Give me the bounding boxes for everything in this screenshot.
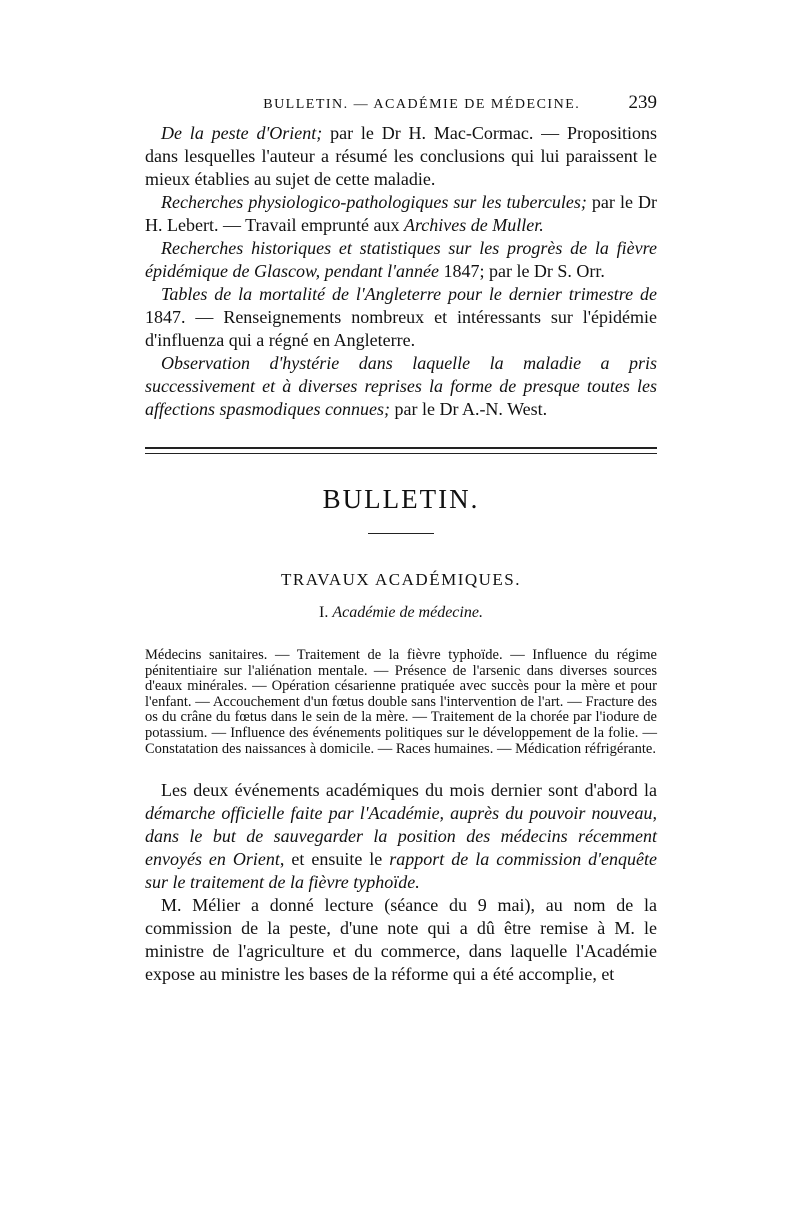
entry-text: 1847; par le Dr S. Orr.: [438, 261, 605, 281]
entry-title: Recherches physiologico-pathologiques sur les tubercules;: [161, 192, 587, 212]
subsection-title: Académie de médecine.: [332, 604, 483, 621]
running-head-title: BULLETIN. — ACADÉMIE DE MÉDECINE.: [263, 97, 581, 112]
entry-source: Archives de Muller.: [403, 215, 544, 235]
entry-title: Recherches historiques et statistiques sur les progrès de la fièvre épidémique de Glascow, pendant l'année: [145, 238, 657, 281]
section-heading: TRAVAUX ACADÉMIQUES.: [280, 570, 521, 589]
section-summary: Médecins sanitaires. — Traitement de la fièvre typhoïde. — Influence du régime pénitentiaire sur l'aliénation mentale. — Présence de l'arsenic dans diverses sources d'eaux minérales. — Opération césarienne pratiquée avec succès pour la mère et pour l'enfant. — Accouchement d'un fœtus double sans l'intervention de l'art. — Fracture des os du crâne du fœtus dans le sein de la mère. — Traitement de la chorée par l'iodure de potassium. — Influence des événements politiques sur le développement de la folie. — Constatation des naissances à domicile. — Races humaines. — Médication réfrigérante.: [145, 647, 657, 757]
bibliography-entry: [145, 191, 657, 237]
body-text: , et ensuite le: [279, 849, 390, 870]
body-paragraph: M. Mélier a donné lecture (séance du 9 mai), au nom de la commission de la peste, d'une note qui a dû être remise à M. le ministre de l'agriculture et du commerce, dans laquelle l'Académie expose au ministre les bases de la réforme qui a été accomplie, et: [145, 895, 657, 985]
body-emphasis: rapport de la commission d'enquête sur le traitement de la fièvre typhoïde.: [145, 849, 657, 893]
entry-text: 1847. — Renseignements nombreux et intéressants sur l'épidémie d'influenza qui a régné en Angleterre.: [145, 307, 657, 350]
entry-text: par le Dr H. Mac-Cormac. — Propositions dans lesquelles l'auteur a résumé les conclusions qui lui paraissent le mieux établies au sujet de cette maladie.: [145, 123, 658, 189]
short-divider: [368, 533, 434, 534]
subsection-heading: [145, 604, 657, 622]
body-text: Les deux événements académiques du mois dernier sont d'abord la: [161, 780, 657, 801]
entry-title: De la peste d'Orient;: [161, 123, 323, 143]
bibliography-entry: [145, 237, 657, 283]
subsection-number: I.: [319, 604, 329, 621]
page-number: 239: [628, 92, 657, 113]
bibliography-entry: [145, 283, 657, 352]
entry-title: Observation d'hystérie dans laquelle la maladie a pris successivement et à diverses reprises la forme de presque toutes les affections spasmodiques connues;: [145, 353, 657, 419]
entry-text: par le Dr A.-N. West.: [389, 399, 548, 419]
section-divider: [145, 447, 657, 454]
running-head: [145, 92, 657, 114]
body-emphasis: démarche officielle faite par l'Académie, auprès du pouvoir nouveau, dans le but de sauvegarder la position des médecins récemment envoyés en Orient: [145, 803, 657, 870]
entry-text: par le Dr H. Lebert. — Travail emprunté aux: [145, 192, 658, 235]
bibliography-entry: [145, 122, 657, 191]
body-paragraph: [145, 779, 657, 894]
bulletin-heading: BULLETIN.: [322, 484, 480, 514]
entry-title: Tables de la mortalité de l'Angleterre pour le dernier trimestre de: [161, 284, 657, 304]
bibliography-entry: [145, 352, 657, 421]
page: [145, 92, 657, 986]
